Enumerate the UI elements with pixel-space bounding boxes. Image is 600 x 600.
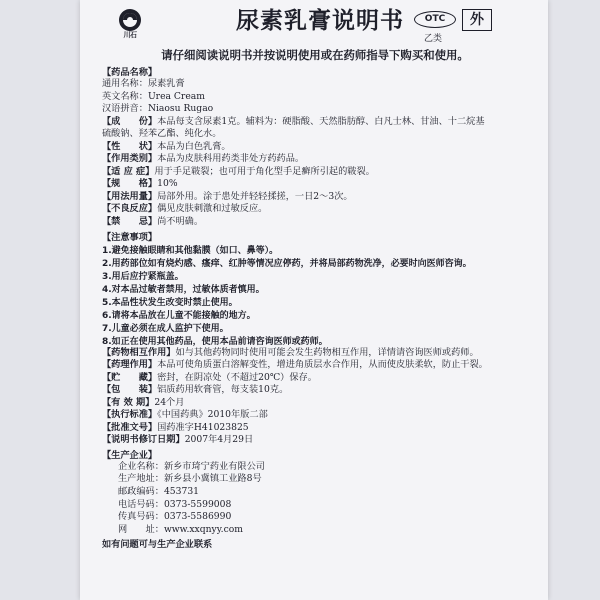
postcode-row — [102, 486, 528, 499]
usage-warning: 请仔细阅读说明书并按说明使用或在药师指导下购买和使用。 — [161, 48, 469, 62]
field-value: 2007年4月29日 — [184, 434, 254, 446]
field-value: 密封，在阴凉处（不超过20℃）保存。 — [157, 371, 317, 383]
field-label: 【执行标准】 — [102, 409, 158, 421]
leaflet-page — [80, 0, 548, 600]
contact-note: 如有问题可与生产企业联系 — [102, 539, 213, 551]
field-value: 10% — [157, 178, 178, 190]
composition-row-continued: 硫酸钠、羟苯乙酯、纯化水。 — [102, 128, 222, 140]
otc-badge: OTC — [414, 11, 456, 28]
field-value: 《中国药典》2010年版二部 — [157, 409, 268, 421]
approval-row — [102, 422, 528, 435]
section-heading-precautions: 【注意事项】 — [102, 231, 158, 243]
field-value: 尿素乳膏 — [147, 78, 185, 89]
precaution-item: 3.用后应拧紧瓶盖。 — [102, 271, 184, 282]
precaution-item: 2.用药部位如有烧灼感、瘙痒、红肿等情况应停药，并将局部药物洗净，必要时向医师咨询。 — [102, 258, 472, 269]
field-label: 生产地址： — [118, 473, 164, 485]
field-label: 传真号码： — [118, 511, 164, 523]
field-label: 网 址： — [118, 523, 164, 535]
interaction-row — [102, 347, 528, 360]
standard-row — [102, 409, 528, 422]
indication-row — [102, 166, 528, 179]
field-value: Urea Cream — [147, 90, 205, 102]
field-label: 【说明书修订日期】 — [102, 434, 185, 446]
company-name-row — [102, 461, 528, 474]
field-value: 0373-5586990 — [163, 511, 232, 523]
field-label: 【适 应 症】 — [102, 165, 155, 177]
appearance-row — [102, 141, 528, 154]
package-row — [102, 384, 528, 397]
adverse-reaction-row — [102, 203, 528, 216]
field-label: 电话号码： — [118, 498, 164, 510]
precaution-item: 1.避免接触眼睛和其他黏膜（如口、鼻等）。 — [102, 245, 279, 256]
precaution-item: 4.对本品过敏者禁用，过敏体质者慎用。 — [102, 284, 265, 295]
field-value: 如与其他药物同时使用可能会发生药物相互作用，详情请咨询医师或药师。 — [175, 346, 479, 358]
field-label: 【成 份】 — [102, 115, 158, 127]
field-value: 新乡县小冀镇工业路8号 — [163, 473, 262, 485]
address-row — [102, 473, 528, 486]
field-label: 企业名称： — [118, 460, 164, 472]
contraindication-row — [102, 216, 528, 229]
field-label: 邮政编码： — [118, 486, 164, 498]
field-value: 新乡市琦宁药业有限公司 — [163, 460, 265, 472]
generic-name-row — [102, 78, 528, 91]
field-value: 0373-5599008 — [163, 498, 232, 510]
brand-logo-text: 川石 — [123, 31, 137, 39]
field-value: 本品为白色乳膏。 — [157, 140, 231, 152]
field-value: 24个月 — [154, 396, 185, 408]
field-label: 【规 格】 — [102, 178, 158, 190]
field-label: 【不良反应】 — [102, 203, 158, 215]
field-value: 尚不明确。 — [157, 216, 204, 228]
field-value: 用于手足皲裂；也可用于角化型手足癣所引起的皲裂。 — [154, 165, 375, 177]
field-label: 【禁 忌】 — [102, 216, 158, 228]
brand-logo-icon — [118, 8, 142, 32]
precaution-item: 6.请将本品放在儿童不能接触的地方。 — [102, 310, 256, 321]
field-label: 英文名称： — [102, 90, 148, 102]
precaution-item: 5.本品性状发生改变时禁止使用。 — [102, 297, 238, 308]
field-label: 通用名称： — [102, 78, 148, 89]
revision-date-row — [102, 434, 528, 447]
pinyin-name-row — [102, 103, 528, 116]
website-link: www.xxqnyy.com — [163, 523, 243, 535]
field-label: 【作用类别】 — [102, 153, 158, 165]
storage-row — [102, 372, 528, 385]
category-row — [102, 153, 528, 166]
otc-class-label: 乙类 — [424, 34, 443, 44]
phone-row — [102, 499, 528, 512]
field-label: 【药物相互作用】 — [102, 346, 176, 358]
field-label: 【有 效 期】 — [102, 396, 155, 408]
external-use-badge: 外 — [462, 9, 492, 31]
website-row — [102, 524, 528, 537]
precaution-item: 8.如正在使用其他药品，使用本品前请咨询医师或药师。 — [102, 336, 328, 347]
leaflet-body — [102, 64, 528, 550]
english-name-row — [102, 91, 528, 104]
field-value: 本品为皮肤科用药类非处方药药品。 — [157, 153, 305, 165]
field-label: 【批准文号】 — [102, 421, 158, 433]
field-value: 453731 — [163, 486, 200, 498]
field-label: 【药理作用】 — [102, 359, 158, 371]
validity-row — [102, 397, 528, 410]
dosage-row — [102, 191, 528, 204]
field-value: 国药准字H41023825 — [157, 421, 249, 433]
field-value: 铝质药用软膏管，每支装10克。 — [157, 384, 289, 396]
field-value: 本品可使角质蛋白溶解变性，增进角质层水合作用，从而使皮肤柔软，防止干裂。 — [157, 359, 488, 371]
field-label: 【性 状】 — [102, 140, 158, 152]
section-heading-manufacturer: 【生产企业】 — [102, 449, 158, 461]
document-title: 尿素乳膏说明书 — [236, 8, 404, 34]
field-value: 局部外用。涂于患处并轻轻揉搓，一日2～3次。 — [157, 190, 353, 202]
field-label: 【包 装】 — [102, 384, 158, 396]
specification-row — [102, 178, 528, 191]
field-value: 偶见皮肤刺激和过敏反应。 — [157, 203, 268, 215]
field-value: Niaosu Rugao — [147, 103, 214, 115]
section-heading-drug-name: 【药品名称】 — [102, 67, 158, 78]
composition-row — [102, 116, 528, 129]
pharmacology-row — [102, 359, 528, 372]
precaution-item: 7.儿童必须在成人监护下使用。 — [102, 323, 229, 334]
fax-row — [102, 511, 528, 524]
field-value: 本品每支含尿素1克。辅料为：硬脂酸、天然脂肪醇、白凡士林、甘油、十二烷基 — [157, 115, 485, 127]
field-label: 汉语拼音： — [102, 103, 148, 115]
field-label: 【贮 藏】 — [102, 371, 158, 383]
field-label: 【用法用量】 — [102, 190, 158, 202]
